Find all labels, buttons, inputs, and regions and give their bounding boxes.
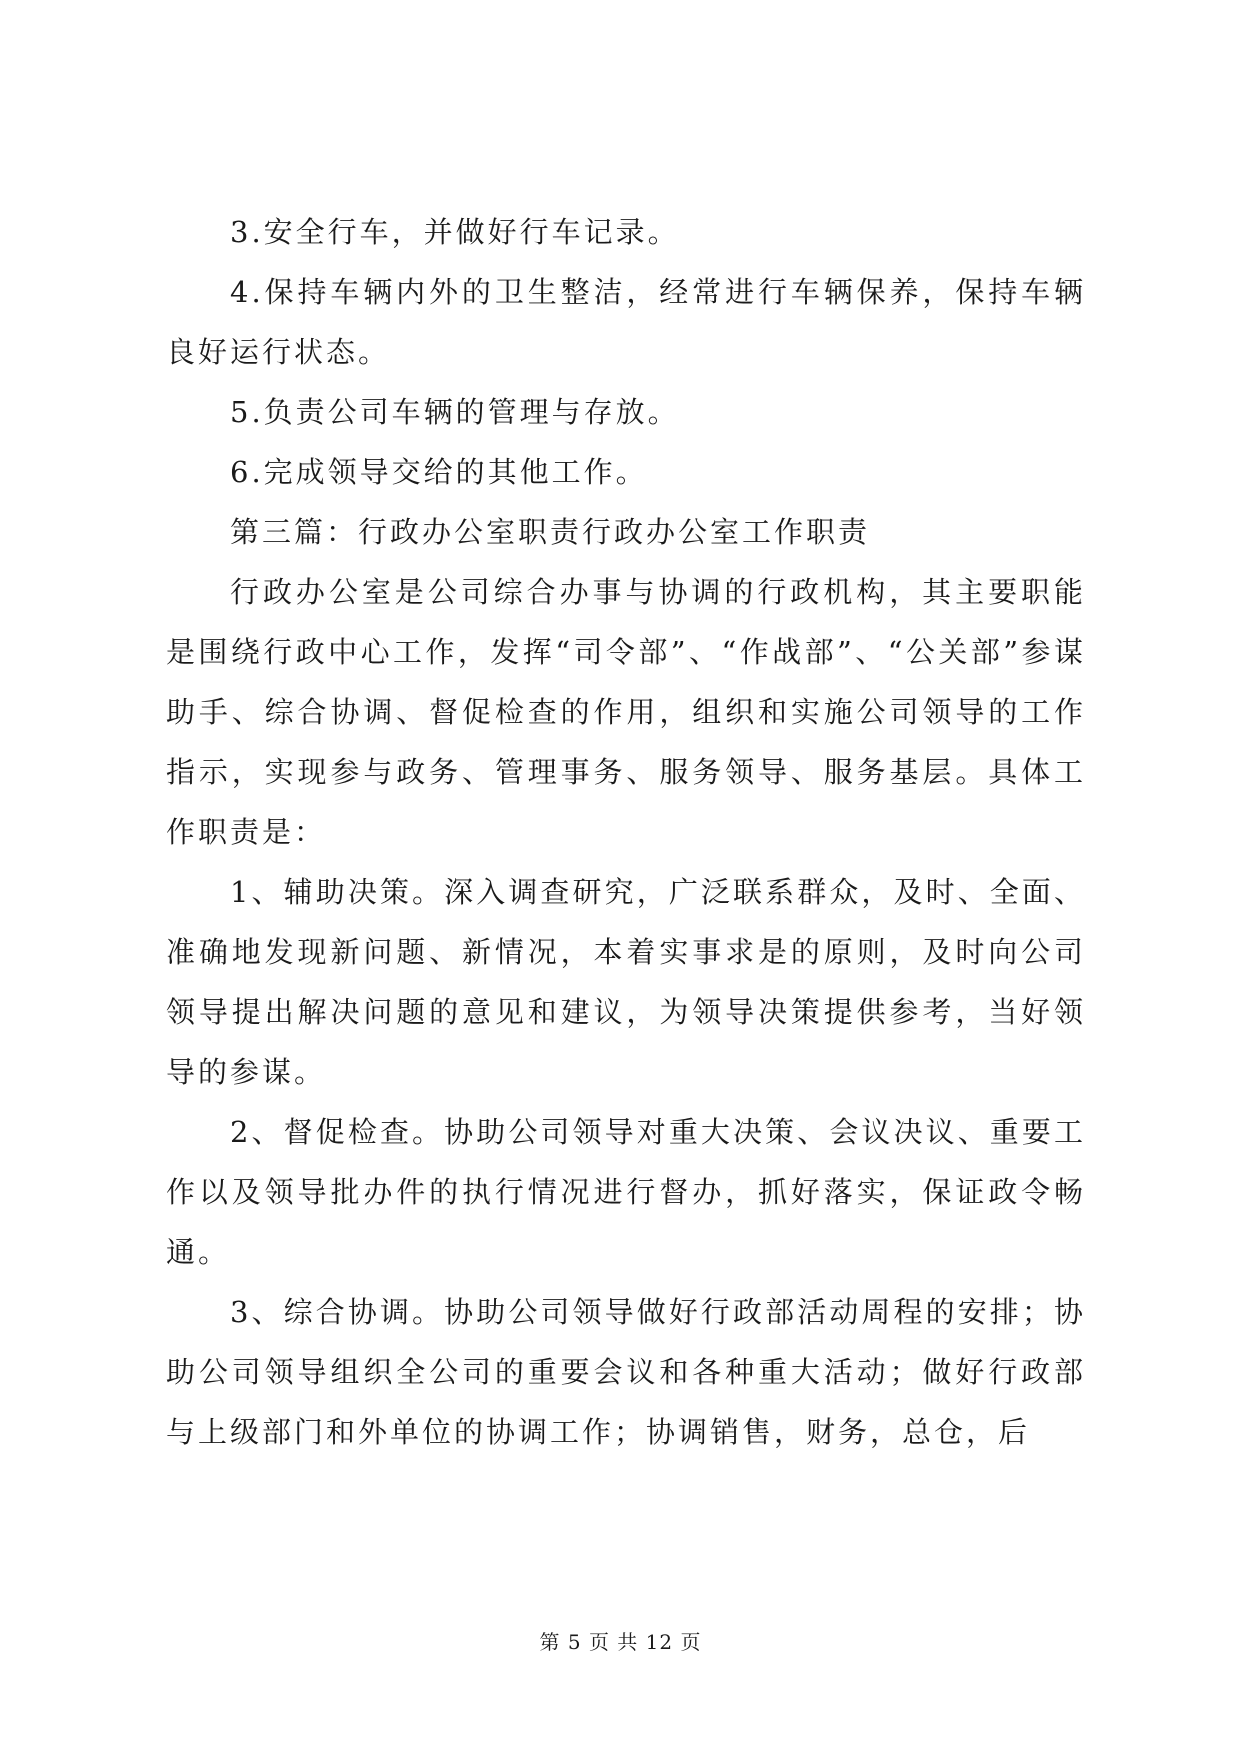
document-body bbox=[166, 202, 1086, 1462]
paragraph-item-4: 4.保持车辆内外的卫生整洁，经常进行车辆保养，保持车辆良好运行状态。 bbox=[166, 275, 1086, 369]
duty-item-3: 3、综合协调。协助公司领导做好行政部活动周程的安排；协助公司领导组织全公司的重要会议和各种重大活动；做好行政部与上级部门和外单位的协调工作；协调销售，财务，总仓，后 bbox=[166, 1295, 1086, 1449]
paragraph-item-3: 3.安全行车，并做好行车记录。 bbox=[230, 215, 680, 249]
duty-item-2: 2、督促检查。协助公司领导对重大决策、会议决议、重要工作以及领导批办件的执行情况进行督办，抓好落实，保证政令畅通。 bbox=[166, 1115, 1086, 1269]
page-footer: 第 5 页 共 12 页 bbox=[539, 1630, 702, 1654]
paragraph-item-6: 6.完成领导交给的其他工作。 bbox=[230, 455, 648, 489]
intro-paragraph: 行政办公室是公司综合办事与协调的行政机构，其主要职能是围绕行政中心工作，发挥“司令部”、“作战部”、“公关部”参谋助手、综合协调、督促检查的作用，组织和实施公司领导的工作指示，实现参与政务、管理事务、服务领导、服务基层。具体工作职责是： bbox=[166, 575, 1086, 849]
duty-item-1: 1、辅助决策。深入调查研究，广泛联系群众，及时、全面、准确地发现新问题、新情况，本着实事求是的原则，及时向公司领导提出解决问题的意见和建议，为领导决策提供参考，当好领导的参谋。 bbox=[166, 875, 1086, 1089]
paragraph-item-5: 5.负责公司车辆的管理与存放。 bbox=[230, 395, 680, 429]
section-heading: 第三篇：行政办公室职责行政办公室工作职责 bbox=[230, 515, 871, 549]
